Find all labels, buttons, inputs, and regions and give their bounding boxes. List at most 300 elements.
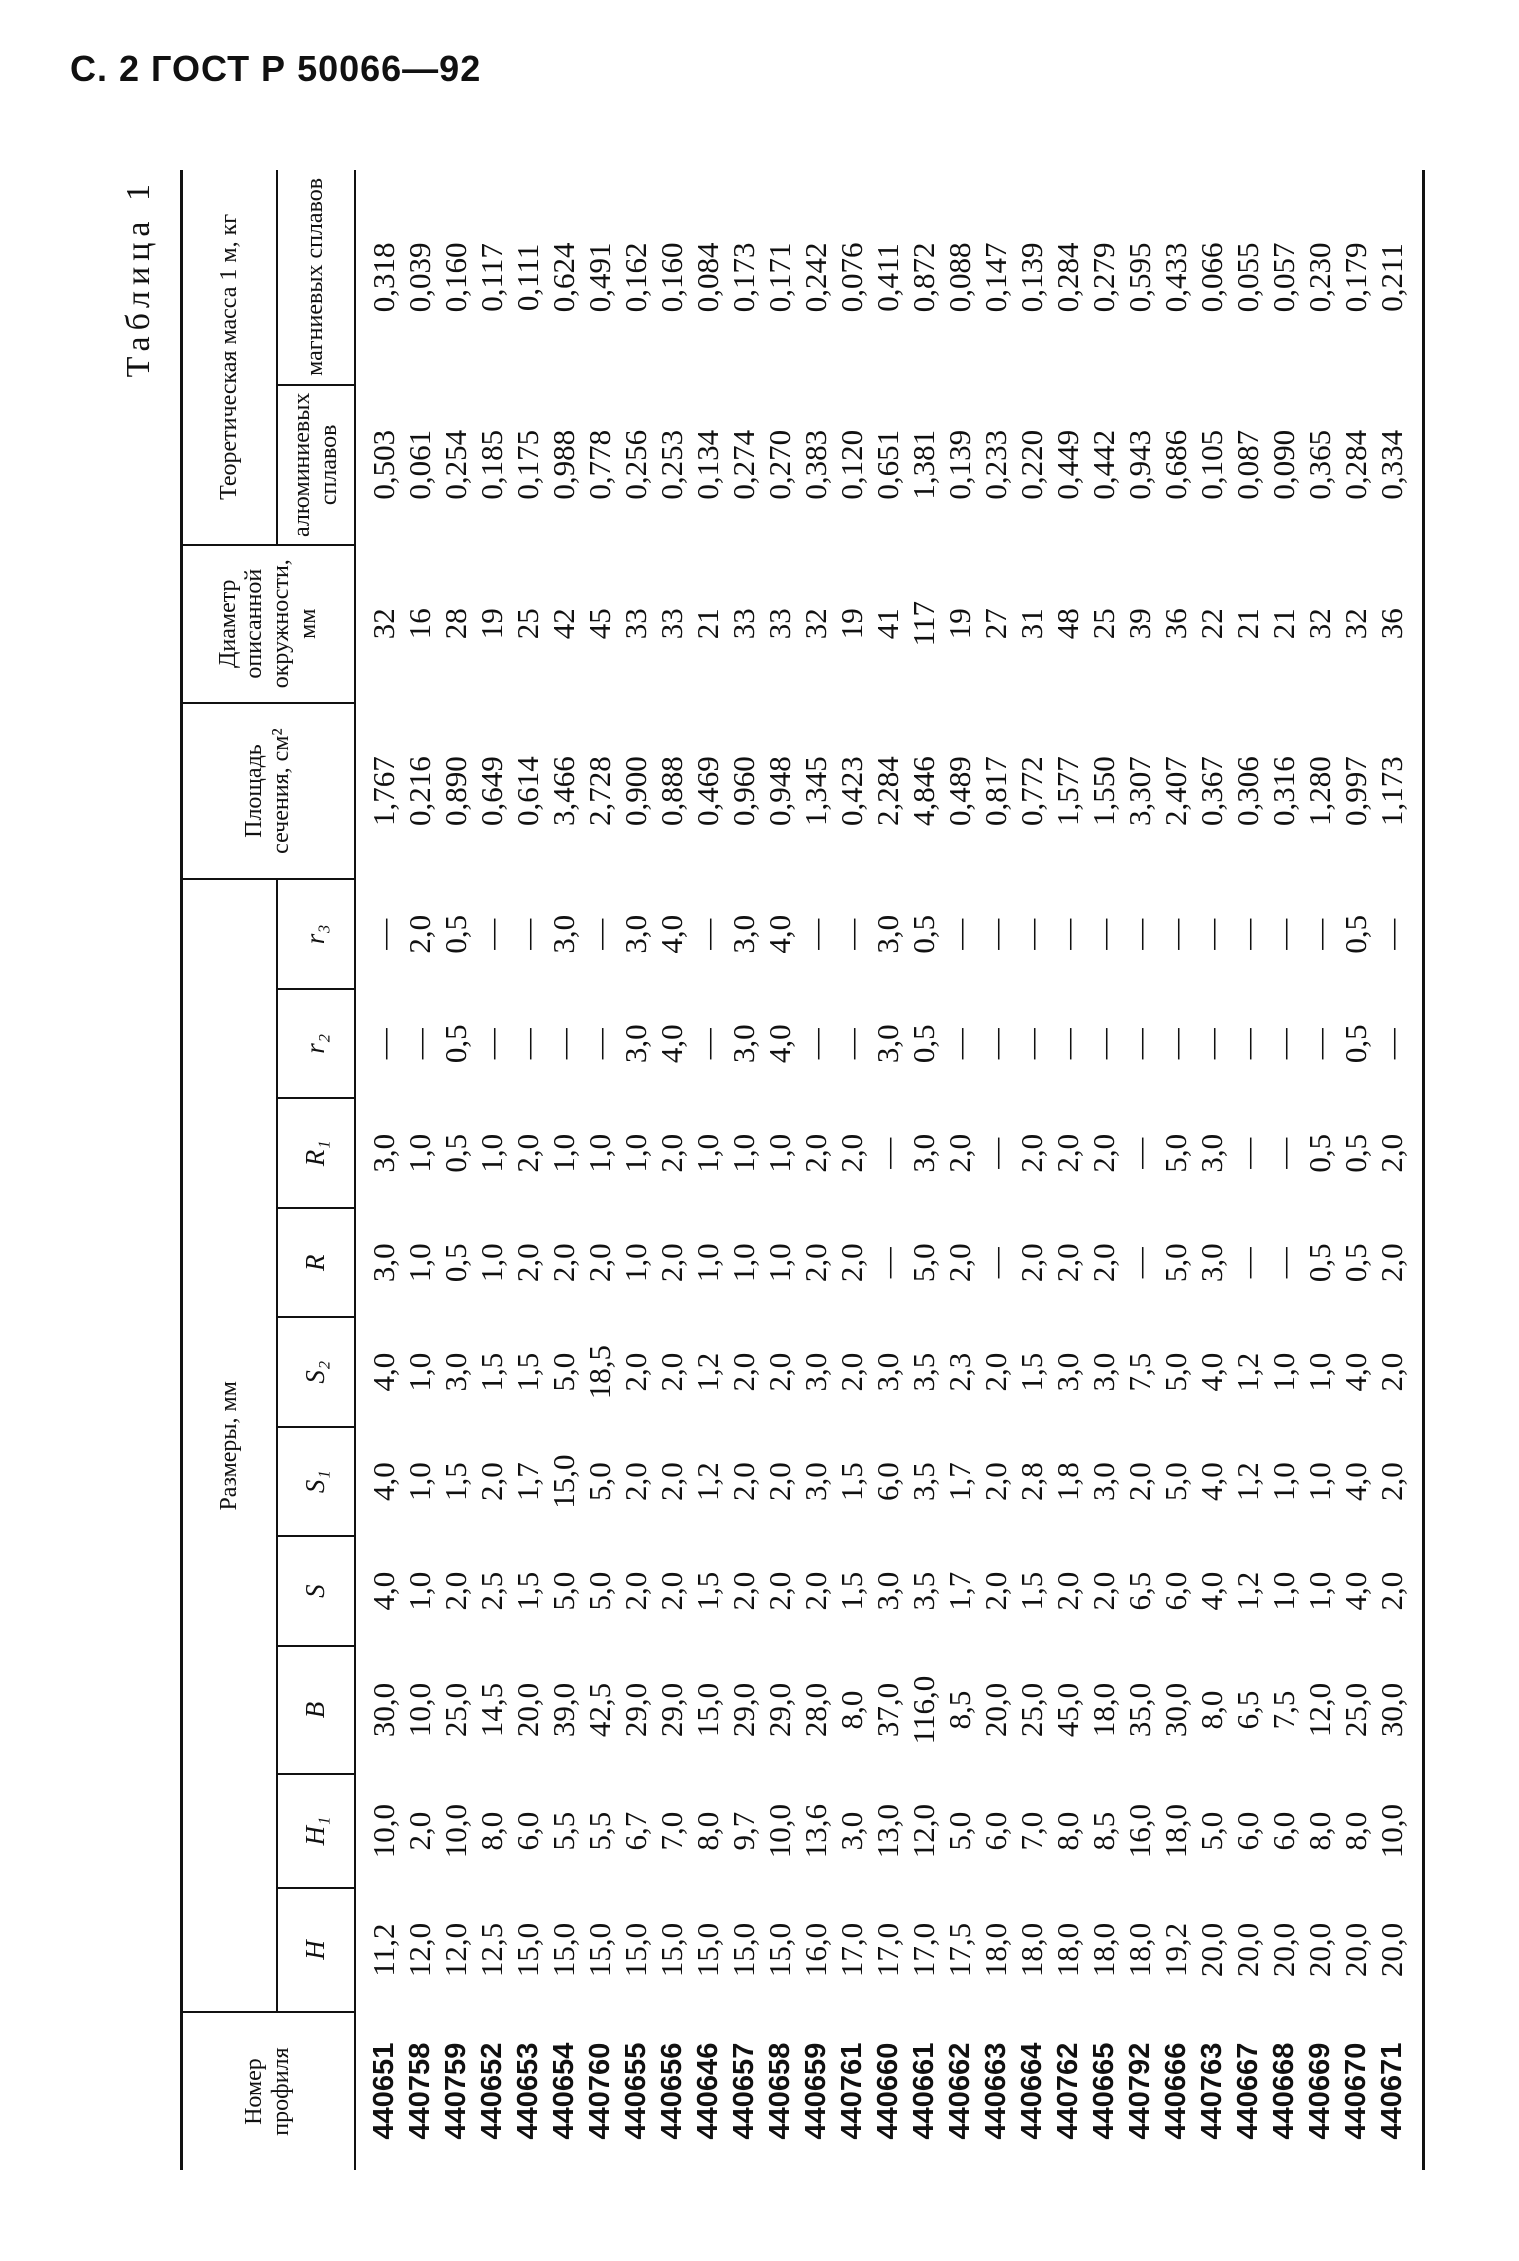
cell-H: 20,0	[1229, 1922, 1265, 1978]
cell-diameter: 27	[977, 608, 1013, 640]
cell-S: 1,2	[1229, 1571, 1265, 1611]
cell-S1: 2,8	[1013, 1462, 1049, 1502]
cell-R: —	[977, 1247, 1013, 1279]
cell-B: 12,0	[1301, 1682, 1337, 1738]
cell-r2: —	[1229, 1028, 1265, 1060]
table-row	[1158, 170, 1194, 2170]
cell-profile-no: 440671	[1375, 2042, 1408, 2140]
cell-R1: 3,0	[1193, 1133, 1229, 1173]
cell-R: 3,0	[365, 1243, 401, 1283]
cell-H: 20,0	[1301, 1922, 1337, 1978]
cell-S: 1,5	[833, 1571, 869, 1611]
page-header: С. 2 ГОСТ Р 50066—92	[70, 48, 482, 89]
cell-R1: —	[1229, 1137, 1265, 1169]
cell-B: 45,0	[1049, 1682, 1085, 1738]
cell-mass-al: 0,383	[797, 429, 833, 500]
cell-mass-al: 0,175	[509, 429, 545, 500]
cell-area: 3,307	[1121, 756, 1157, 826]
cell-B: 30,0	[1373, 1682, 1409, 1738]
cell-area: 4,846	[905, 756, 941, 826]
cell-profile-no: 440660	[871, 2042, 904, 2140]
cell-S2: 4,0	[365, 1352, 401, 1392]
cell-mass-al: 0,185	[473, 429, 509, 500]
table-row	[1374, 170, 1410, 2170]
cell-area: 0,772	[1013, 756, 1049, 826]
cell-R: 2,0	[1085, 1243, 1121, 1283]
cell-S: 1,5	[509, 1571, 545, 1611]
cell-R1: 2,0	[653, 1133, 689, 1173]
cell-r3: —	[1193, 918, 1229, 950]
cell-R1: —	[869, 1137, 905, 1169]
cell-R1: 1,0	[617, 1133, 653, 1173]
cell-H: 18,0	[1121, 1922, 1157, 1978]
cell-H1: 2,0	[401, 1811, 437, 1851]
cell-S: 1,0	[1301, 1571, 1337, 1611]
cell-H: 18,0	[977, 1922, 1013, 1978]
cell-profile-no: 440652	[475, 2042, 508, 2140]
cell-diameter: 25	[509, 608, 545, 640]
cell-S2: 3,0	[869, 1352, 905, 1392]
table-row	[762, 170, 798, 2170]
cell-diameter: 16	[401, 608, 437, 640]
cell-S2: 1,0	[1301, 1352, 1337, 1392]
cell-R: 0,5	[1301, 1243, 1337, 1283]
col-header-diameter: Диаметр описанной окружности, мм	[182, 545, 355, 703]
cell-H1: 6,7	[617, 1811, 653, 1851]
cell-S2: 2,3	[941, 1352, 977, 1392]
cell-mass-al: 0,256	[617, 429, 653, 500]
cell-H1: 9,7	[725, 1811, 761, 1851]
cell-diameter: 31	[1013, 608, 1049, 640]
cell-S2: 3,0	[437, 1352, 473, 1392]
table-row	[1050, 170, 1086, 2170]
cell-H: 18,0	[1085, 1922, 1121, 1978]
table-row	[1338, 170, 1374, 2170]
cell-mass-al: 0,442	[1085, 429, 1121, 500]
cell-H1: 5,5	[581, 1811, 617, 1851]
cell-r3: —	[509, 918, 545, 950]
cell-S1: 2,0	[977, 1462, 1013, 1502]
cell-mass-al: 0,233	[977, 429, 1013, 500]
cell-r3: —	[1049, 918, 1085, 950]
col-header-mass: Теоретическая масса 1 м, кг	[182, 170, 277, 545]
cell-mass-mg: 0,139	[1013, 242, 1049, 313]
cell-diameter: 21	[1265, 608, 1301, 640]
cell-mass-al: 0,090	[1265, 429, 1301, 500]
table-row	[402, 170, 438, 2170]
col-header-R1: R₁	[277, 1099, 355, 1208]
cell-r2: —	[1373, 1028, 1409, 1060]
cell-r2: —	[1013, 1028, 1049, 1060]
cell-profile-no: 440653	[511, 2042, 544, 2140]
cell-mass-al: 0,274	[725, 429, 761, 500]
cell-r3: —	[1157, 918, 1193, 950]
cell-diameter: 19	[941, 608, 977, 640]
cell-S: 2,0	[797, 1571, 833, 1611]
cell-H: 18,0	[1049, 1922, 1085, 1978]
table-wrapper	[180, 170, 1425, 2170]
cell-diameter: 28	[437, 608, 473, 640]
cell-R: 1,0	[617, 1243, 653, 1283]
cell-mass-al: 0,220	[1013, 429, 1049, 500]
cell-S1: 4,0	[1337, 1462, 1373, 1502]
cell-r2: —	[581, 1028, 617, 1060]
cell-S: 1,5	[689, 1571, 725, 1611]
cell-r3: —	[1013, 918, 1049, 950]
cell-r3: 4,0	[761, 914, 797, 954]
cell-S1: 15,0	[545, 1454, 581, 1509]
cell-R: 2,0	[581, 1243, 617, 1283]
cell-profile-no: 440657	[727, 2042, 760, 2140]
cell-r3: 0,5	[437, 914, 473, 954]
cell-S1: 3,5	[905, 1462, 941, 1502]
cell-S1: 1,2	[689, 1462, 725, 1502]
cell-S: 2,0	[617, 1571, 653, 1611]
cell-R1: 2,0	[509, 1133, 545, 1173]
cell-area: 2,728	[581, 756, 617, 826]
cell-S: 1,0	[1265, 1571, 1301, 1611]
cell-B: 8,5	[941, 1690, 977, 1730]
cell-mass-mg: 0,491	[581, 242, 617, 313]
cell-H1: 6,0	[977, 1811, 1013, 1851]
cell-S2: 4,0	[1337, 1352, 1373, 1392]
col-header-mass-mg: магниевых сплавов	[277, 170, 355, 385]
cell-B: 20,0	[977, 1682, 1013, 1738]
cell-R: 2,0	[1049, 1243, 1085, 1283]
cell-R1: 1,0	[761, 1133, 797, 1173]
cell-R1: 0,5	[1301, 1133, 1337, 1173]
cell-S1: 1,2	[1229, 1462, 1265, 1502]
cell-r3: —	[1265, 918, 1301, 950]
cell-S2: 1,2	[689, 1352, 725, 1392]
cell-mass-mg: 0,242	[797, 242, 833, 313]
cell-S: 1,5	[1013, 1571, 1049, 1611]
cell-S2: 18,5	[581, 1345, 617, 1400]
cell-r2: 0,5	[437, 1024, 473, 1064]
cell-R1: 1,0	[725, 1133, 761, 1173]
cell-S2: 1,0	[1265, 1352, 1301, 1392]
cell-R1: 1,0	[545, 1133, 581, 1173]
cell-R1: 2,0	[1373, 1133, 1409, 1173]
cell-S1: 1,7	[941, 1462, 977, 1502]
cell-area: 0,489	[941, 756, 977, 826]
cell-area: 0,900	[617, 756, 653, 826]
cell-R1: —	[977, 1137, 1013, 1169]
cell-S: 6,5	[1121, 1571, 1157, 1611]
cell-mass-mg: 0,162	[617, 242, 653, 313]
cell-mass-al: 0,943	[1121, 429, 1157, 500]
cell-H1: 12,0	[905, 1803, 941, 1859]
cell-mass-al: 0,365	[1301, 429, 1337, 500]
cell-diameter: 33	[761, 608, 797, 640]
cell-area: 1,345	[797, 756, 833, 826]
cell-B: 25,0	[1013, 1682, 1049, 1738]
cell-B: 37,0	[869, 1682, 905, 1738]
cell-B: 39,0	[545, 1682, 581, 1738]
cell-diameter: 32	[1301, 608, 1337, 640]
cell-S: 2,0	[653, 1571, 689, 1611]
cell-diameter: 32	[365, 608, 401, 640]
cell-area: 1,280	[1301, 756, 1337, 826]
col-header-H1: H₁	[277, 1774, 355, 1888]
cell-diameter: 19	[473, 608, 509, 640]
table-body	[355, 170, 1410, 2170]
cell-profile-no: 440762	[1051, 2042, 1084, 2140]
col-header-B: B	[277, 1646, 355, 1774]
table-row	[942, 170, 978, 2170]
cell-profile-no: 440763	[1195, 2042, 1228, 2140]
cell-mass-mg: 0,173	[725, 242, 761, 313]
cell-R: 1,0	[725, 1243, 761, 1283]
cell-B: 18,0	[1085, 1682, 1121, 1738]
cell-area: 0,948	[761, 756, 797, 826]
cell-r3: 3,0	[725, 914, 761, 954]
cell-profile-no: 440761	[835, 2042, 868, 2140]
cell-r2: —	[1049, 1028, 1085, 1060]
cell-B: 29,0	[617, 1682, 653, 1738]
cell-r2: 4,0	[653, 1024, 689, 1064]
cell-H1: 13,6	[797, 1803, 833, 1859]
table-row	[726, 170, 762, 2170]
cell-S1: 2,0	[1121, 1462, 1157, 1502]
cell-diameter: 36	[1157, 608, 1193, 640]
cell-H: 15,0	[509, 1922, 545, 1978]
cell-area: 0,997	[1337, 756, 1373, 826]
cell-H1: 8,5	[1085, 1811, 1121, 1851]
cell-B: 10,0	[401, 1682, 437, 1738]
cell-H1: 10,0	[761, 1803, 797, 1859]
table-row	[654, 170, 690, 2170]
cell-H: 12,5	[473, 1922, 509, 1978]
cell-S: 4,0	[365, 1571, 401, 1611]
cell-B: 116,0	[905, 1675, 941, 1745]
cell-S2: 5,0	[1157, 1352, 1193, 1392]
cell-diameter: 48	[1049, 608, 1085, 640]
cell-S: 2,0	[1049, 1571, 1085, 1611]
cell-H: 17,0	[905, 1922, 941, 1978]
cell-mass-mg: 0,084	[689, 242, 725, 313]
cell-r2: —	[689, 1028, 725, 1060]
cell-r3: —	[977, 918, 1013, 950]
cell-profile-no: 440668	[1267, 2042, 1300, 2140]
cell-S1: 2,0	[473, 1462, 509, 1502]
cell-R: 2,0	[653, 1243, 689, 1283]
cell-S: 2,0	[761, 1571, 797, 1611]
cell-S1: 5,0	[1157, 1462, 1193, 1502]
table-row	[582, 170, 618, 2170]
cell-area: 0,890	[437, 756, 473, 826]
cell-mass-mg: 0,055	[1229, 242, 1265, 313]
cell-area: 0,367	[1193, 756, 1229, 826]
cell-profile-no: 440658	[763, 2042, 796, 2140]
cell-H: 17,0	[833, 1922, 869, 1978]
cell-profile-no: 440665	[1087, 2042, 1120, 2140]
cell-H: 18,0	[1013, 1922, 1049, 1978]
cell-r3: 3,0	[545, 914, 581, 954]
cell-H: 15,0	[761, 1922, 797, 1978]
cell-B: 6,5	[1229, 1690, 1265, 1730]
cell-H: 20,0	[1337, 1922, 1373, 1978]
cell-R1: —	[1265, 1137, 1301, 1169]
cell-R1: 2,0	[1013, 1133, 1049, 1173]
cell-r2: —	[977, 1028, 1013, 1060]
cell-diameter: 25	[1085, 608, 1121, 640]
cell-R1: 1,0	[689, 1133, 725, 1173]
cell-H1: 10,0	[437, 1803, 473, 1859]
cell-area: 0,306	[1229, 756, 1265, 826]
cell-diameter: 36	[1373, 608, 1409, 640]
cell-S2: 1,5	[473, 1352, 509, 1392]
cell-area: 0,649	[473, 756, 509, 826]
col-header-S1: S₁	[277, 1427, 355, 1536]
cell-mass-al: 0,284	[1337, 429, 1373, 500]
table-row	[870, 170, 906, 2170]
cell-B: 15,0	[689, 1682, 725, 1738]
cell-r2: —	[1193, 1028, 1229, 1060]
cell-mass-al: 0,449	[1049, 429, 1085, 500]
cell-mass-mg: 0,279	[1085, 242, 1121, 313]
cell-r3: —	[1301, 918, 1337, 950]
cell-S1: 3,0	[797, 1462, 833, 1502]
profile-table	[180, 170, 1425, 2170]
cell-diameter: 33	[617, 608, 653, 640]
cell-R: 1,0	[401, 1243, 437, 1283]
table-row	[1230, 170, 1266, 2170]
cell-diameter: 33	[653, 608, 689, 640]
cell-mass-al: 0,778	[581, 429, 617, 500]
cell-H1: 8,0	[1337, 1811, 1373, 1851]
cell-H: 15,0	[617, 1922, 653, 1978]
cell-diameter: 21	[689, 608, 725, 640]
cell-S2: 2,0	[761, 1352, 797, 1392]
cell-r2: —	[1085, 1028, 1121, 1060]
col-header-area: Площадь сечения, см²	[182, 703, 355, 880]
cell-R1: 2,0	[833, 1133, 869, 1173]
cell-R: 0,5	[437, 1243, 473, 1283]
cell-R1: —	[1121, 1137, 1157, 1169]
col-header-R: R	[277, 1208, 355, 1317]
cell-profile-no: 440666	[1159, 2042, 1192, 2140]
col-header-r2: r₂	[277, 989, 355, 1098]
cell-H: 19,2	[1157, 1922, 1193, 1978]
cell-mass-al: 0,334	[1373, 429, 1409, 500]
cell-profile-no: 440656	[655, 2042, 688, 2140]
cell-area: 0,817	[977, 756, 1013, 826]
cell-r3: —	[941, 918, 977, 950]
cell-S: 5,0	[581, 1571, 617, 1611]
cell-diameter: 22	[1193, 608, 1229, 640]
cell-R1: 1,0	[401, 1133, 437, 1173]
cell-mass-al: 0,254	[437, 429, 473, 500]
cell-R1: 2,0	[1049, 1133, 1085, 1173]
cell-H1: 16,0	[1121, 1803, 1157, 1859]
cell-r3: —	[1229, 918, 1265, 950]
cell-B: 8,0	[833, 1690, 869, 1730]
cell-R1: 5,0	[1157, 1133, 1193, 1173]
cell-S2: 3,0	[797, 1352, 833, 1392]
cell-H1: 6,0	[1265, 1811, 1301, 1851]
cell-mass-mg: 0,160	[653, 242, 689, 313]
cell-B: 8,0	[1193, 1690, 1229, 1730]
cell-mass-al: 0,686	[1157, 429, 1193, 500]
cell-r3: —	[365, 918, 401, 950]
col-header-S2: S₂	[277, 1317, 355, 1426]
cell-R: 2,0	[941, 1243, 977, 1283]
cell-r2: —	[545, 1028, 581, 1060]
cell-R1: 1,0	[473, 1133, 509, 1173]
cell-r2: 3,0	[869, 1024, 905, 1064]
table-row	[474, 170, 510, 2170]
cell-r3: —	[1085, 918, 1121, 950]
cell-B: 29,0	[725, 1682, 761, 1738]
cell-H1: 8,0	[473, 1811, 509, 1851]
cell-S: 5,0	[545, 1571, 581, 1611]
cell-r3: —	[833, 918, 869, 950]
cell-S1: 1,5	[437, 1462, 473, 1502]
rotated-table-block	[120, 170, 1510, 2170]
cell-mass-mg: 0,088	[941, 242, 977, 313]
cell-H: 15,0	[689, 1922, 725, 1978]
cell-mass-mg: 0,433	[1157, 242, 1193, 313]
cell-r3: 2,0	[401, 914, 437, 954]
cell-H1: 5,5	[545, 1811, 581, 1851]
cell-profile-no: 440646	[691, 2042, 724, 2140]
cell-H: 15,0	[725, 1922, 761, 1978]
cell-S2: 2,0	[653, 1352, 689, 1392]
cell-mass-mg: 0,624	[545, 242, 581, 313]
cell-R: 2,0	[545, 1243, 581, 1283]
cell-H: 15,0	[581, 1922, 617, 1978]
cell-R: 2,0	[1013, 1243, 1049, 1283]
cell-S1: 1,8	[1049, 1462, 1085, 1502]
cell-profile-no: 440758	[403, 2042, 436, 2140]
cell-H: 16,0	[797, 1922, 833, 1978]
cell-mass-mg: 0,160	[437, 242, 473, 313]
cell-profile-no: 440664	[1015, 2042, 1048, 2140]
cell-diameter: 19	[833, 608, 869, 640]
cell-mass-mg: 0,411	[869, 243, 905, 312]
cell-R: 1,0	[689, 1243, 725, 1283]
table-row	[978, 170, 1014, 2170]
table-row	[618, 170, 654, 2170]
table-row	[355, 170, 402, 2170]
cell-r2: 0,5	[905, 1024, 941, 1064]
cell-S1: 2,0	[761, 1462, 797, 1502]
cell-diameter: 42	[545, 608, 581, 640]
cell-r2: —	[473, 1028, 509, 1060]
cell-mass-al: 0,988	[545, 429, 581, 500]
cell-mass-al: 0,651	[869, 429, 905, 500]
cell-area: 2,407	[1157, 756, 1193, 826]
cell-S: 1,7	[941, 1571, 977, 1611]
cell-S2: 3,0	[1085, 1352, 1121, 1392]
table-row	[1266, 170, 1302, 2170]
cell-profile-no: 440667	[1231, 2042, 1264, 2140]
cell-S2: 2,0	[1373, 1352, 1409, 1392]
col-header-r3: r₃	[277, 879, 355, 989]
table-row	[438, 170, 474, 2170]
cell-H1: 10,0	[365, 1803, 401, 1859]
cell-R1: 0,5	[1337, 1133, 1373, 1173]
cell-profile-no: 440662	[943, 2042, 976, 2140]
cell-S2: 2,0	[833, 1352, 869, 1392]
cell-S: 3,5	[905, 1571, 941, 1611]
cell-mass-mg: 0,057	[1265, 242, 1301, 313]
cell-profile-no: 440655	[619, 2042, 652, 2140]
cell-mass-al: 0,134	[689, 429, 725, 500]
cell-area: 0,216	[401, 756, 437, 826]
cell-mass-al: 0,270	[761, 429, 797, 500]
